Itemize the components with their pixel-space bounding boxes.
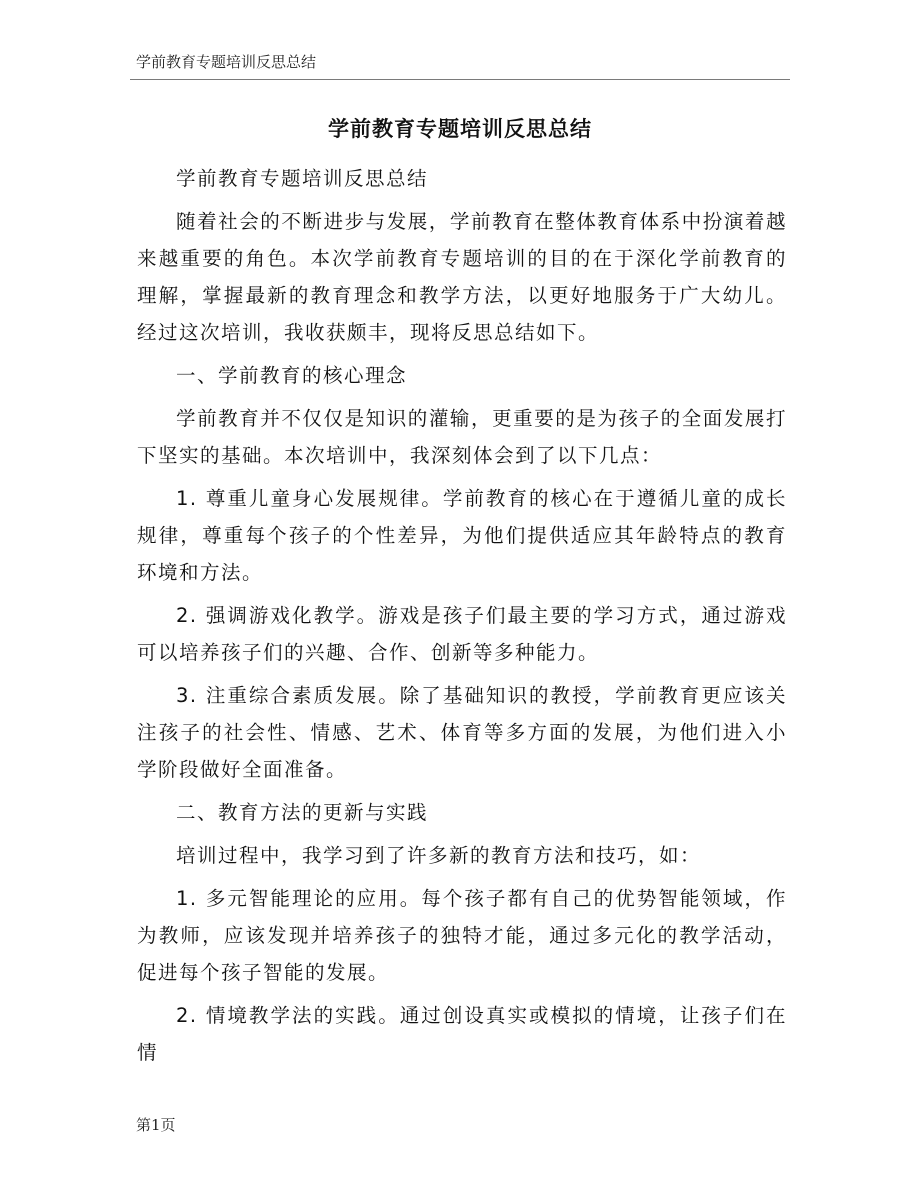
section-1-item-1: 1. 尊重儿童身心发展规律。学前教育的核心在于遵循儿童的成长规律，尊重每个孩子的个性差异，为他们提供适应其年龄特点的教育环境和方法。	[137, 487, 787, 584]
document-title: 学前教育专题培训反思总结	[328, 117, 592, 141]
subtitle-paragraph: 学前教育专题培训反思总结	[176, 167, 429, 190]
running-header: 学前教育专题培训反思总结	[136, 53, 317, 71]
section-1-intro: 学前教育并不仅仅是知识的灌输，更重要的是为孩子的全面发展打下坚实的基础。本次培训中，我深刻体会到了以下几点：	[137, 407, 787, 467]
document-body	[137, 160, 787, 1077]
intro-paragraph: 随着社会的不断进步与发展，学前教育在整体教育体系中扮演着越来越重要的角色。本次学前教育专题培训的目的在于深化学前教育的理解，掌握最新的教育理念和教学方法，以更好地服务于广大幼儿。经过这次培训，我收获颇丰，现将反思总结如下。	[137, 210, 787, 344]
page-number: 第1页	[136, 1116, 176, 1134]
header-divider	[130, 79, 790, 80]
section-1-item-3: 3. 注重综合素质发展。除了基础知识的教授，学前教育更应该关注孩子的社会性、情感、艺术、体育等多方面的发展，为他们进入小学阶段做好全面准备。	[137, 684, 787, 781]
section-1-item-2: 2. 强调游戏化教学。游戏是孩子们最主要的学习方式，通过游戏可以培养孩子们的兴趣、合作、创新等多种能力。	[137, 604, 787, 664]
section-2-intro: 培训过程中，我学习到了许多新的教育方法和技巧，如：	[176, 844, 702, 867]
section-heading-2: 二、教育方法的更新与实践	[176, 801, 429, 824]
section-2-item-2: 2. 情境教学法的实践。通过创设真实或模拟的情境，让孩子们在情	[137, 1004, 787, 1064]
section-heading-1: 一、学前教育的核心理念	[176, 364, 408, 387]
section-2-item-1: 1. 多元智能理论的应用。每个孩子都有自己的优势智能领域，作为教师，应该发现并培养孩子的独特才能，通过多元化的教学活动，促进每个孩子智能的发展。	[137, 887, 787, 984]
